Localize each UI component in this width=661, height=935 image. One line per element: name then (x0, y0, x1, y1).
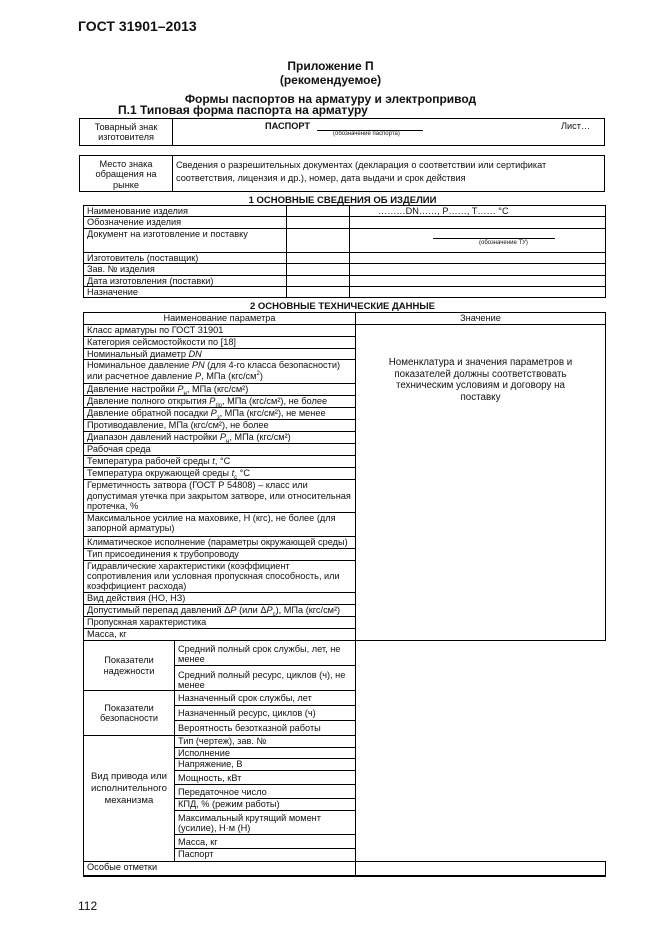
passport-header-table (79, 118, 605, 146)
drive-item: Передаточное число (175, 784, 356, 798)
param-row: Вид действия (НО, НЗ) (84, 592, 356, 604)
reliability-item: Средний полный ресурс, циклов (ч), не менее (175, 665, 356, 691)
section2-title: 2 ОСНОВНЫЕ ТЕХНИЧЕСКИЕ ДАННЫЕ (249, 301, 436, 312)
drive-item: Напряжение, В (175, 759, 356, 770)
name-value: ………DN……, P……, T…… °C (350, 206, 606, 217)
param-row: Класс арматуры по ГОСТ 31901 (84, 325, 356, 337)
appendix-heading: Формы паспортов на арматуру и электропривод (184, 92, 477, 106)
appendix-title: Приложение П (287, 59, 374, 73)
param-row: Номинальное давление PN (для 4-го класса безопасности) или расчетное давление P, МПа $(кгс/см^2)$ (84, 360, 356, 384)
mark-label: Место знака обращения на рынке (80, 156, 173, 192)
param-row: Допустимый перепад давлений ΔP (или $\Delta P_c$), МПа (кгс/см²) (84, 604, 356, 616)
param-row: Давление полного открытия $P_{по}$, МПа (кгс/см²), не более (84, 396, 356, 408)
param-row: Тип присоединения к трубопроводу (84, 548, 356, 560)
designation-label: Обозначение изделия (84, 217, 287, 228)
param-row: Масса, кг (84, 628, 356, 640)
market-mark-table (79, 155, 605, 192)
param-row: Температура рабочей среды t, °C (84, 456, 356, 468)
param-row: Противодавление, МПа (кгс/см²), не более (84, 420, 356, 432)
appendix-subtitle: (рекомендуемое) (279, 73, 382, 87)
serial-label: Зав. № изделия (84, 264, 287, 275)
drive-item: КПД, % (режим работы) (175, 798, 356, 810)
param-row: Климатическое исполнение (параметры окружающей среды) (84, 536, 356, 548)
param-row: Максимальное усилие на маховике, Н (кгс), не более (для запорной арматуры) (84, 512, 356, 536)
passport-title-cell (173, 119, 605, 146)
safety-item: Назначенный ресурс, циклов (ч) (175, 706, 356, 721)
drive-item: Исполнение (175, 747, 356, 758)
name-label: Наименование изделия (84, 206, 287, 217)
param-row: Давление обратной посадки $P_з$, МПа (кгс/см²), не менее (84, 408, 356, 420)
passport-label: ПАСПОРТ (265, 121, 311, 131)
param-row: Герметичность затвора (ГОСТ Р 54808) – класс или допустимая утечка при закрытом затворе, или относительная протечка, % (84, 480, 356, 512)
section1-title: 1 ОСНОВНЫЕ СВЕДЕНИЯ ОБ ИЗДЕЛИИ (248, 195, 437, 206)
param-row: Пропускная характеристика (84, 616, 356, 628)
purpose-label: Назначение (84, 287, 287, 298)
drive-item: Тип (чертеж), зав. № (175, 736, 356, 747)
drive-item: Максимальный крутящий момент (усилие), Н·м (Н) (175, 810, 356, 834)
param-row: Температура окружающей среды $t_c$ °C (84, 468, 356, 480)
passport-caption: (обозначение паспорта) (333, 131, 400, 137)
col-value-header: Значение (355, 313, 605, 325)
drive-item: Мощность, кВт (175, 770, 356, 784)
trademark-label: Товарный знак изготовителя (80, 119, 173, 146)
reliability-label: Показатели надежности (84, 640, 175, 691)
drive-item: Масса, кг (175, 834, 356, 848)
technical-data-table (83, 312, 606, 877)
param-row: Номинальный диаметр DN (84, 349, 356, 360)
drive-label: Вид привода или исполнительного механизма (84, 736, 175, 861)
param-row: Гидравлические характеристики (коэффициент сопротивления или условная пропускная способность, или коэффициент расхода) (84, 560, 356, 592)
reliability-item: Средний полный срок службы, лет, не менее (175, 640, 356, 665)
tu-caption: (обозначение ТУ) (479, 239, 528, 246)
standard-header: ГОСТ 31901–2013 (78, 18, 197, 34)
manufacturer-label: Изготовитель (поставщик) (84, 252, 287, 263)
param-row: Категория сейсмостойкости по [18] (84, 337, 356, 349)
date-label: Дата изготовления (поставки) (84, 275, 287, 286)
param-row: Давление настройки $P_н$, МПа (кгс/см²) (84, 384, 356, 396)
safety-item: Вероятность безотказной работы (175, 721, 356, 736)
section1-table (83, 205, 606, 298)
permits-text: Сведения о разрешительных документах (декларация о соответствии или сертификат соответствия, лицензия и др.), номер, дата выдачи и срок действия (173, 156, 605, 192)
drive-item: Паспорт (175, 848, 356, 861)
param-row: Диапазон давлений настройки $P_н$, МПа (кгс/см²) (84, 432, 356, 444)
tu-line (433, 238, 555, 239)
page-number: 112 (78, 899, 98, 913)
appendix-subheading: П.1 Типовая форма паспорта на арматуру (118, 103, 368, 117)
sheet-label: Лист… (561, 121, 591, 131)
col-param-header: Наименование параметра (84, 313, 356, 325)
doc-label: Документ на изготовление и поставку (84, 228, 287, 252)
param-row: Рабочая среда (84, 444, 356, 456)
safety-label: Показатели безопасности (84, 691, 175, 736)
remarks-label: Особые отметки (84, 861, 356, 876)
safety-item: Назначенный срок службы, лет (175, 691, 356, 706)
value-note: Номенклатура и значения параметров и показателей должны соответствовать техническим условиям и договору на поставку (355, 325, 605, 641)
